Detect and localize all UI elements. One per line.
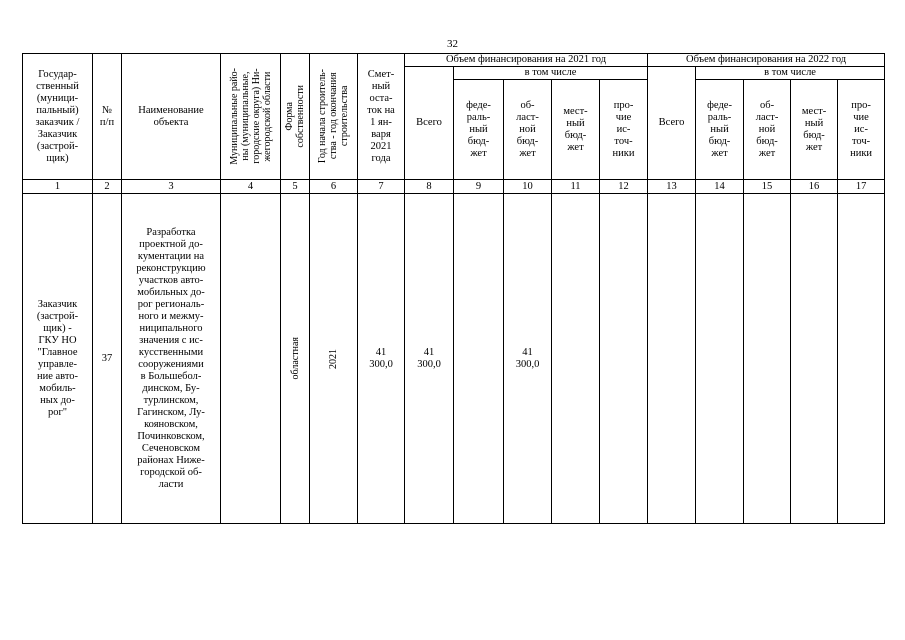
header-federal-2021: феде- раль- ный бюд- жет [454,80,504,180]
column-number: 11 [552,180,600,194]
header-incl-2021: в том числе [454,67,648,80]
row-remaining: 41 300,0 [358,194,405,524]
row-total-2022 [648,194,696,524]
column-number: 9 [454,180,504,194]
column-number: 10 [504,180,552,194]
header-federal-2022: феде- раль- ный бюд- жет [696,80,744,180]
header-customer: Государ- ственный (муници- пальный) заказчик / Заказчик (застрой- щик) [23,54,93,180]
column-number: 12 [600,180,648,194]
row-customer: Заказчик (застрой- щик) - ГКУ НО "Главное управле- ние авто- мобиль- ных до- рог" [23,194,93,524]
row-ownership: областная [289,337,301,380]
financing-table [22,53,885,524]
header-remaining: Смет- ный оста- ток на 1 ян- варя 2021 года [358,54,405,180]
header-regional-2022: об- ласт- ной бюд- жет [744,80,791,180]
row-local-2021 [552,194,600,524]
column-number: 17 [838,180,885,194]
header-fin-2021: Объем финансирования на 2021 год [405,54,648,67]
column-number-row [23,180,885,194]
row-years: 2021 [328,348,339,369]
header-total-2022: Всего [648,67,696,180]
row-object-name: Разработка проектной до- кументации на реконструкцию участков авто- мобильных до- рог региональ- ного и межму- ниципального значения с ис- кусственными сооружениями в Большебол- динском, Бу- турлинском, Гагинском, Лу- кояновском, Починковском, Сеченовском районах Ниже- городской об- ласти [122,194,221,524]
row-federal-2021 [454,194,504,524]
header-other-2022: про- чие ис- точ- ники [838,80,885,180]
column-number: 8 [405,180,454,194]
header-fin-2022: Объем финансирования на 2022 год [648,54,885,67]
header-total-2021: Всего [405,67,454,180]
column-number: 5 [281,180,310,194]
column-number: 6 [310,180,358,194]
header-ownership: Форма собственности [284,85,306,148]
header-years: Год начала строитель- ства - год окончания строительства [317,69,350,164]
row-years-cell [310,194,358,524]
row-other-2022 [838,194,885,524]
column-number: 13 [648,180,696,194]
header-object-name: Наименование объекта [122,54,221,180]
row-number: 37 [93,194,122,524]
header-regional-2021: об- ласт- ной бюд- жет [504,80,552,180]
header-local-2021: мест- ный бюд- жет [552,80,600,180]
header-ownership-cell [281,54,310,180]
header-districts: Муниципальные райо- ны (муниципальные, городские округа) Ни- жегородской области [228,68,273,165]
header-row-1 [23,54,885,67]
header-other-2021: про- чие ис- точ- ники [600,80,648,180]
column-number: 3 [122,180,221,194]
column-number: 7 [358,180,405,194]
column-number: 14 [696,180,744,194]
column-number: 4 [221,180,281,194]
row-total-2021: 41 300,0 [405,194,454,524]
row-regional-2022 [744,194,791,524]
header-local-2022: мест- ный бюд- жет [791,80,838,180]
header-number: № п/п [93,54,122,180]
header-years-cell [310,54,358,180]
row-other-2021 [600,194,648,524]
table-row [23,194,885,524]
row-local-2022 [791,194,838,524]
column-number: 2 [93,180,122,194]
page-number: 32 [447,38,458,50]
row-federal-2022 [696,194,744,524]
row-regional-2021: 41 300,0 [504,194,552,524]
header-incl-2022: в том числе [696,67,885,80]
row-ownership-cell [281,194,310,524]
header-districts-cell [221,54,281,180]
column-number: 16 [791,180,838,194]
column-number: 1 [23,180,93,194]
row-districts [221,194,281,524]
column-number: 15 [744,180,791,194]
